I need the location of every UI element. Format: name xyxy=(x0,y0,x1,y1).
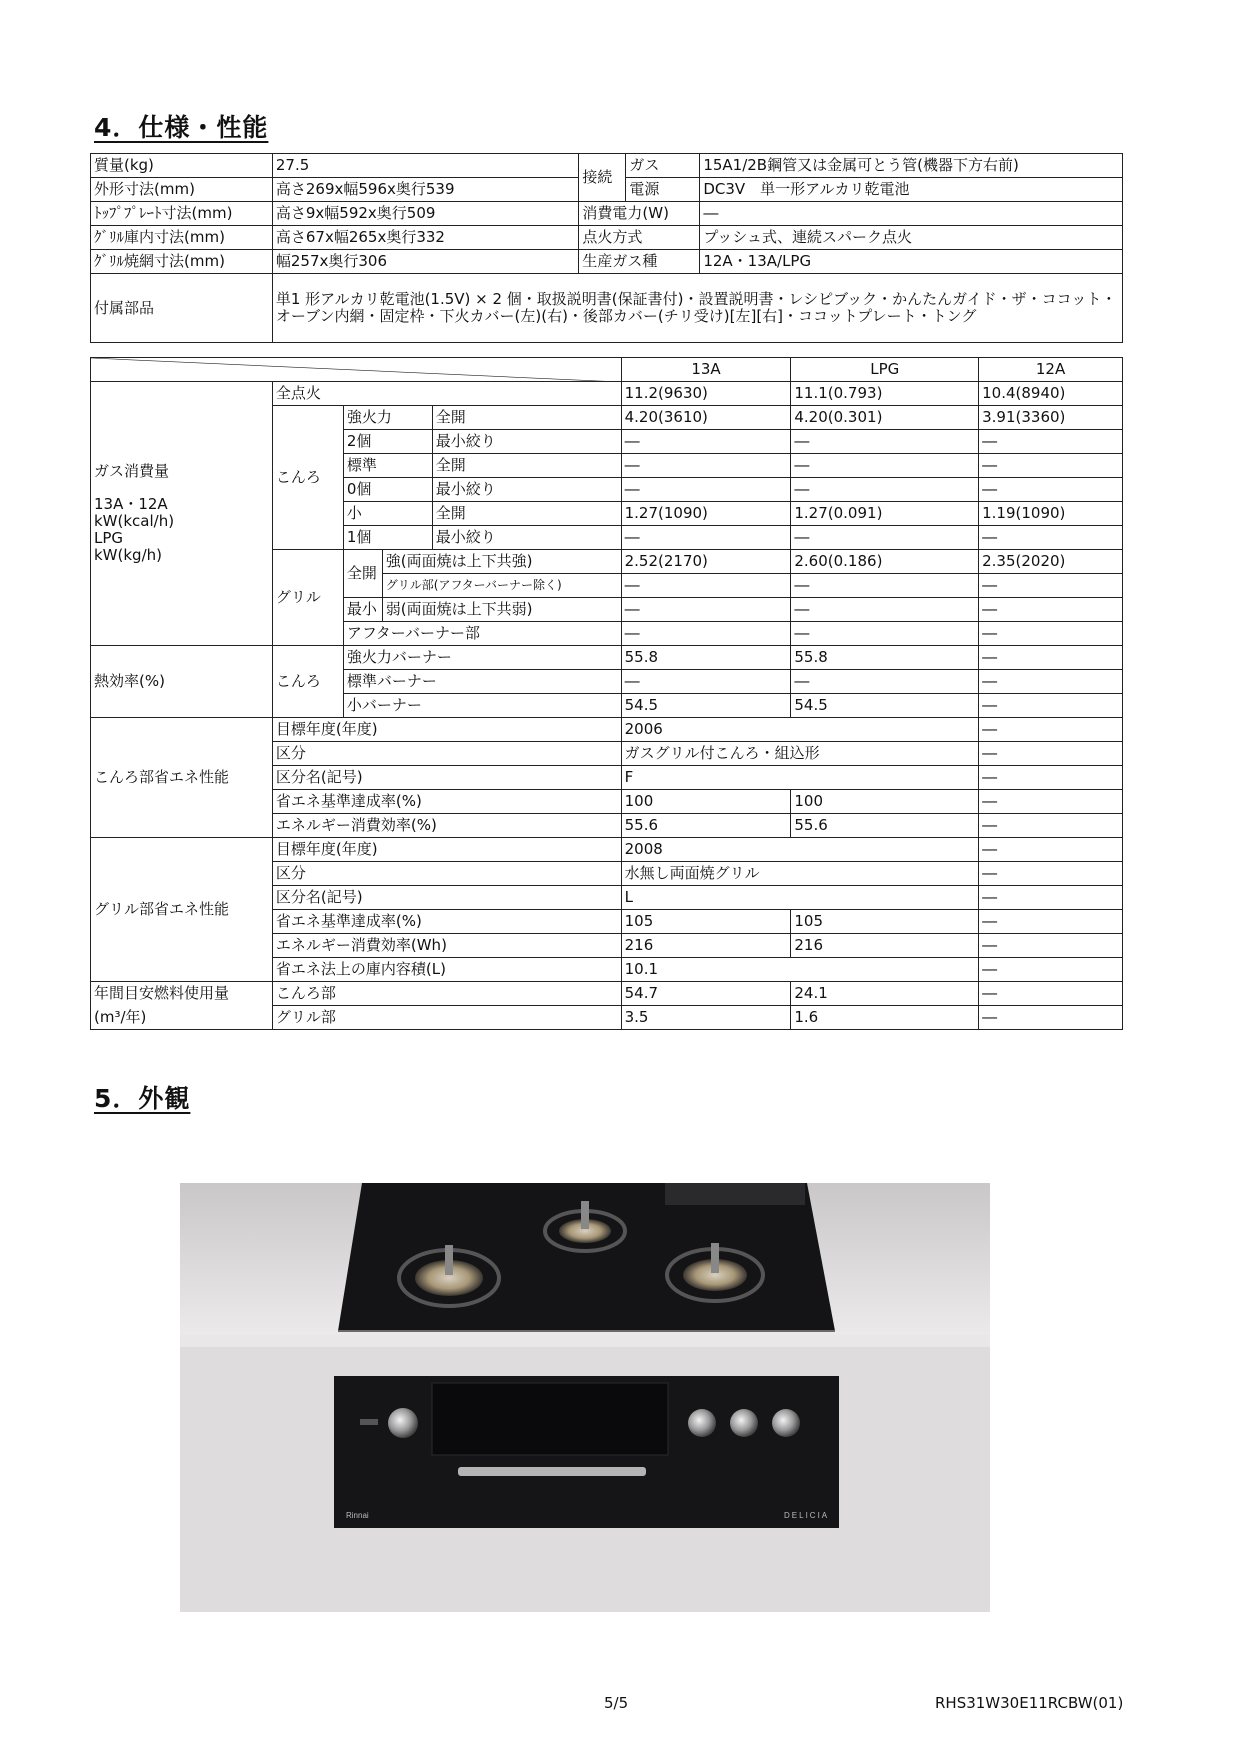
value-cell: ― xyxy=(979,718,1123,742)
small-burner-label: 小バーナー xyxy=(343,694,621,718)
standard-count: 0個 xyxy=(343,478,432,502)
value-cell: 55.8 xyxy=(791,646,979,670)
value-cell: ― xyxy=(979,670,1123,694)
grill-net-label: ｸﾞﾘﾙ焼網寸法(mm) xyxy=(91,250,273,274)
value-cell: 3.5 xyxy=(621,1006,791,1030)
value-cell: ― xyxy=(791,454,979,478)
accessories-label: 付属部品 xyxy=(91,274,273,343)
value-cell: F xyxy=(621,766,979,790)
value-cell: 100 xyxy=(621,790,791,814)
gas-consumption-label: ガス消費量 xyxy=(94,462,170,480)
value-cell: 216 xyxy=(791,934,979,958)
col-lpg: LPG xyxy=(791,358,979,382)
value-cell: ― xyxy=(791,622,979,646)
grill-full-label: 全開 xyxy=(343,550,382,598)
min-throttle-label: 最小絞り xyxy=(432,430,621,454)
value-cell: 2.60(0.186) xyxy=(791,550,979,574)
value-cell: ― xyxy=(979,790,1123,814)
value-cell: 216 xyxy=(621,934,791,958)
value-cell: ― xyxy=(979,862,1123,886)
value-cell: ― xyxy=(979,574,1123,598)
table-row xyxy=(91,250,1123,274)
small-label: 小 xyxy=(343,502,432,526)
target-year-label: 目標年度(年度) xyxy=(272,838,621,862)
table-row xyxy=(91,1006,1123,1030)
vent-grille xyxy=(665,1183,805,1205)
accessories-value: 単1 形アルカリ乾電池(1.5V) × 2 個・取扱説明書(保証書付)・設置説明書・レシピブック・かんたんガイド・ザ・ココット・オーブン内網・固定枠・下火カバー(左)(右)・後部カバー(チリ受け)[左][右]・ココットプレート・トング xyxy=(272,274,1122,343)
value-cell: ― xyxy=(791,598,979,622)
category-name-label: 区分名(記号) xyxy=(272,766,621,790)
energy-eff-wh-label: エネルギー消費効率(Wh) xyxy=(272,934,621,958)
grill-window xyxy=(432,1383,668,1455)
value-cell: ― xyxy=(621,670,791,694)
value-cell: ― xyxy=(979,526,1123,550)
ignition-value: プッシュ式、連続スパーク点火 xyxy=(700,226,1123,250)
value-cell: ― xyxy=(791,574,979,598)
grill-part-label: グリル部(アフターバーナー除く) xyxy=(382,574,621,598)
value-cell: 1.27(1090) xyxy=(621,502,791,526)
strong-count: 2個 xyxy=(343,430,432,454)
grill-weak-label: 弱(両面焼は上下共弱) xyxy=(382,598,621,622)
annual-konro-label: こんろ部 xyxy=(272,982,621,1006)
value-cell: 1.19(1090) xyxy=(979,502,1123,526)
gas-unit-line-4: kW(kg/h) xyxy=(94,546,162,564)
value-cell: ― xyxy=(621,454,791,478)
value-cell: ― xyxy=(791,526,979,550)
after-burner-label: アフターバーナー部 xyxy=(343,622,621,646)
value-cell: ― xyxy=(621,574,791,598)
value-cell: 55.6 xyxy=(621,814,791,838)
value-cell: ― xyxy=(979,1006,1123,1030)
performance-table xyxy=(90,357,1123,1030)
value-cell: ― xyxy=(979,622,1123,646)
control-knob-3 xyxy=(772,1409,800,1437)
diagonal-line xyxy=(91,358,621,382)
strong-label: 強火力 xyxy=(343,406,432,430)
eco-rate-label: 省エネ基準達成率(%) xyxy=(272,910,621,934)
value-cell: 2.52(2170) xyxy=(621,550,791,574)
grill-label: グリル xyxy=(272,550,343,646)
min-throttle-label: 最小絞り xyxy=(432,478,621,502)
energy-eff-label: エネルギー消費効率(%) xyxy=(272,814,621,838)
min-throttle-label: 最小絞り xyxy=(432,526,621,550)
top-plate-label: ﾄｯﾌﾟﾌﾟﾚｰﾄ寸法(mm) xyxy=(91,202,273,226)
spec-table xyxy=(90,153,1123,343)
value-cell: ― xyxy=(979,694,1123,718)
strong-burner-label: 強火力バーナー xyxy=(343,646,621,670)
consumption-label: 消費電力(W) xyxy=(579,202,700,226)
ignition-knob-left xyxy=(388,1408,418,1438)
value-cell: ― xyxy=(791,670,979,694)
category-name-label: 区分名(記号) xyxy=(272,886,621,910)
mass-label: 質量(kg) xyxy=(91,154,273,178)
table-row xyxy=(91,154,1123,178)
category-label: 区分 xyxy=(272,742,621,766)
full-open-label: 全開 xyxy=(432,406,621,430)
top-plate-value: 高さ9x幅592x奥行509 xyxy=(272,202,579,226)
value-cell: 3.91(3360) xyxy=(979,406,1123,430)
value-cell: 1.6 xyxy=(791,1006,979,1030)
value-cell: 105 xyxy=(621,910,791,934)
table-row xyxy=(91,202,1123,226)
value-cell: ― xyxy=(791,430,979,454)
value-cell: ― xyxy=(979,838,1123,862)
annual-unit: (m³/年) xyxy=(91,1006,273,1030)
konro-label: こんろ xyxy=(272,646,343,718)
gas-consumption-cell xyxy=(91,382,273,646)
value-cell: 54.7 xyxy=(621,982,791,1006)
value-cell: 54.5 xyxy=(621,694,791,718)
value-cell: 1.27(0.091) xyxy=(791,502,979,526)
value-cell: ― xyxy=(979,934,1123,958)
value-cell: ― xyxy=(621,598,791,622)
value-cell: ― xyxy=(979,454,1123,478)
table-row xyxy=(91,358,1123,382)
dims-value: 高さ269x幅596x奥行539 xyxy=(272,178,579,202)
product-photo xyxy=(180,1183,990,1612)
document-code: RHS31W30E11RCBW(01) xyxy=(935,1694,1124,1712)
small-count: 1個 xyxy=(343,526,432,550)
category-label: 区分 xyxy=(272,862,621,886)
dims-label: 外形寸法(mm) xyxy=(91,178,273,202)
col-12a: 12A xyxy=(979,358,1123,382)
gas-unit-line-3: LPG xyxy=(94,529,124,547)
full-open-label: 全開 xyxy=(432,502,621,526)
table-row xyxy=(91,382,1123,406)
value-cell: L xyxy=(621,886,979,910)
table-row xyxy=(91,838,1123,862)
value-cell: 4.20(0.301) xyxy=(791,406,979,430)
header-diagonal-cell xyxy=(91,358,622,382)
value-cell: ― xyxy=(979,958,1123,982)
table-row xyxy=(91,226,1123,250)
capacity-label: 省エネ法上の庫内容積(L) xyxy=(272,958,621,982)
mass-value: 27.5 xyxy=(272,154,579,178)
value-cell: ガスグリル付こんろ・組込形 xyxy=(621,742,979,766)
value-cell: ― xyxy=(979,982,1123,1006)
table-row xyxy=(91,274,1123,343)
value-cell: 4.20(3610) xyxy=(621,406,791,430)
display-indicator xyxy=(360,1419,378,1425)
value-cell: 11.1(0.793) xyxy=(791,382,979,406)
page-number: 5/5 xyxy=(604,1694,629,1712)
value-cell: 2008 xyxy=(621,838,979,862)
annual-grill-label: グリル部 xyxy=(272,1006,621,1030)
gas-type-label: 生産ガス種 xyxy=(579,250,700,274)
standard-label: 標準 xyxy=(343,454,432,478)
power-label: 電源 xyxy=(626,178,700,202)
value-cell: 54.5 xyxy=(791,694,979,718)
gas-value: 15A1/2B鋼管又は金属可とう管(機器下方右前) xyxy=(700,154,1123,178)
value-cell: ― xyxy=(979,910,1123,934)
all-fire-label: 全点火 xyxy=(272,382,621,406)
value-cell: ― xyxy=(979,814,1123,838)
value-cell: ― xyxy=(621,430,791,454)
grill-inner-label: ｸﾞﾘﾙ庫内寸法(mm) xyxy=(91,226,273,250)
value-cell: 100 xyxy=(791,790,979,814)
eco-rate-label: 省エネ基準達成率(%) xyxy=(272,790,621,814)
grill-min-label: 最小 xyxy=(343,598,382,622)
value-cell: 10.4(8940) xyxy=(979,382,1123,406)
gas-type-value: 12A・13A/LPG xyxy=(700,250,1123,274)
ignition-label: 点火方式 xyxy=(579,226,700,250)
grill-handle xyxy=(458,1467,646,1476)
thermal-label: 熱効率(%) xyxy=(91,646,273,718)
value-cell: ― xyxy=(979,766,1123,790)
target-year-label: 目標年度(年度) xyxy=(272,718,621,742)
konro-label: こんろ xyxy=(272,406,343,550)
gas-unit-line-2: kW(kcal/h) xyxy=(94,512,175,530)
value-cell: ― xyxy=(979,430,1123,454)
gas-label: ガス xyxy=(626,154,700,178)
value-cell: 55.6 xyxy=(791,814,979,838)
value-cell: 24.1 xyxy=(791,982,979,1006)
value-cell: ― xyxy=(621,526,791,550)
connection-label: 接続 xyxy=(579,154,626,202)
value-cell: 水無し両面焼グリル xyxy=(621,862,979,886)
value-cell: 11.2(9630) xyxy=(621,382,791,406)
grill-net-value: 幅257x奥行306 xyxy=(272,250,579,274)
konro-eco-label: こんろ部省エネ性能 xyxy=(91,718,273,838)
power-value: DC3V 単一形アルカリ乾電池 xyxy=(700,178,1123,202)
value-cell: 2006 xyxy=(621,718,979,742)
value-cell: 105 xyxy=(791,910,979,934)
consumption-value: ― xyxy=(700,202,1123,226)
section-title-appearance: 5．外観 xyxy=(94,1084,191,1113)
control-knob-2 xyxy=(730,1409,758,1437)
section-title-spec: 4．仕様・性能 xyxy=(94,113,269,142)
table-row xyxy=(91,718,1123,742)
value-cell: ― xyxy=(621,478,791,502)
table-row xyxy=(91,646,1123,670)
col-13a: 13A xyxy=(621,358,791,382)
value-cell: 10.1 xyxy=(621,958,979,982)
gas-unit-line-1: 13A・12A xyxy=(94,495,168,513)
value-cell: 55.8 xyxy=(621,646,791,670)
value-cell: ― xyxy=(621,622,791,646)
table-row xyxy=(91,982,1123,1006)
value-cell: 2.35(2020) xyxy=(979,550,1123,574)
grill-strong-label: 強(両面焼は上下共強) xyxy=(382,550,621,574)
value-cell: ― xyxy=(979,646,1123,670)
value-cell: ― xyxy=(791,478,979,502)
brand-logo: Rinnai xyxy=(346,1511,369,1520)
series-logo: DELICIA xyxy=(784,1511,830,1520)
value-cell: ― xyxy=(979,598,1123,622)
grill-eco-label: グリル部省エネ性能 xyxy=(91,838,273,982)
value-cell: ― xyxy=(979,742,1123,766)
grill-inner-value: 高さ67x幅265x奥行332 xyxy=(272,226,579,250)
standard-burner-label: 標準バーナー xyxy=(343,670,621,694)
annual-label: 年間目安燃料使用量 xyxy=(91,982,273,1006)
full-open-label: 全開 xyxy=(432,454,621,478)
countertop-edge xyxy=(180,1335,990,1347)
value-cell: ― xyxy=(979,478,1123,502)
value-cell: ― xyxy=(979,886,1123,910)
control-knob-1 xyxy=(688,1409,716,1437)
